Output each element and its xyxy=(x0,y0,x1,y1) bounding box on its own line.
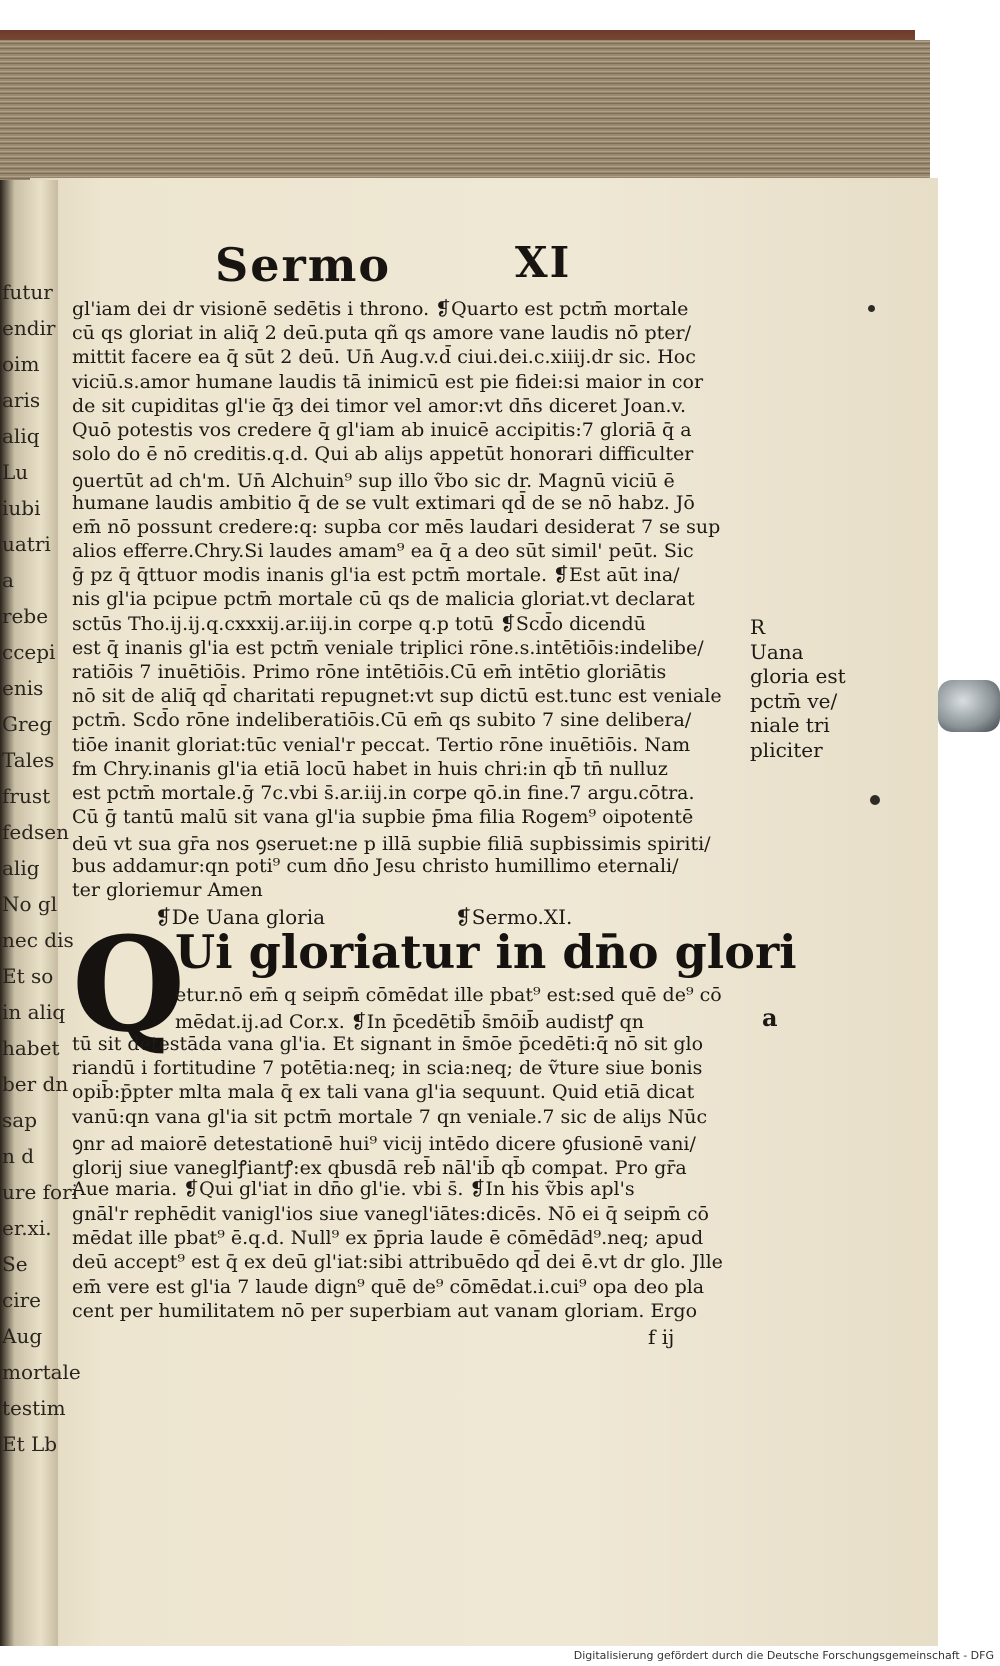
text-line: etur.nō em̄ q seipm̄ cōmēdat ille pbat⁹ est:sed quē de⁹ cō xyxy=(175,984,722,1006)
text-line: pctm̄. Scd̄o rōne indeliberatiōis.Cū em̄ qs subito 7 sine delibera/ xyxy=(72,709,692,732)
text-line: nis gl'ia pcipue pctm̄ mortale cū qs de malicia gloriat.vt declarat xyxy=(72,588,695,611)
paper-spot xyxy=(868,305,875,312)
left-page-fragment: ccepi xyxy=(2,640,56,664)
metal-clasp xyxy=(938,680,1000,732)
signature-mark: f ij xyxy=(648,1325,675,1349)
section-title-left: ❡De Uana gloria xyxy=(155,905,326,929)
text-line: de sit cupiditas gl'ie q̄ȝ dei timor vel amor:vt dn̄s diceret Joan.v. xyxy=(72,394,687,417)
left-page-fragment: Et so xyxy=(2,964,54,988)
text-line: gl'iam dei dr visionē sedētis i throno. ❡Quarto est pctm̄ mortale xyxy=(72,298,689,320)
margin-note-line: pliciter xyxy=(750,737,823,762)
left-page-fragment: Greg xyxy=(2,712,53,736)
text-line: fm Chry.inanis gl'ia etiā locū habet in huis chri:in qb̄ tn̄ nulluz xyxy=(72,757,668,780)
text-line: Quō potestis vos credere q̄ gl'iam ab inuicē accipitis:7 gloriā q̄ a xyxy=(72,419,692,441)
section-title-right: ❡Sermo.XI. xyxy=(455,905,573,929)
text-line: vanū:qn vana gl'ia sit pctm̄ mortale 7 qn veniale.7 sic de aliȷs Nūc xyxy=(72,1105,708,1128)
text-line: Aue maria. ❡Qui gl'iat in dn̄o gl'ie. vbi s̄. ❡In his ṽbis apl's xyxy=(72,1178,635,1201)
left-page-fragment: Tales xyxy=(2,748,55,772)
left-page-fragment: ber dn xyxy=(2,1072,69,1096)
margin-note-line: pctm̄ ve/ xyxy=(750,688,838,713)
left-page-fragment: Et Lb xyxy=(2,1432,58,1456)
left-page-fragment: No gl xyxy=(2,892,58,916)
left-page-fragment: in aliq xyxy=(2,1000,66,1024)
left-page-fragment: n d xyxy=(2,1144,35,1168)
margin-note-line: Uana xyxy=(750,639,804,664)
text-line: mēdat ille pbat⁹ ē.q.d. Null⁹ ex p̄pria laude ē cōmēdād⁹.neq; apud xyxy=(72,1227,704,1249)
text-line: ratiōis 7 inuētiōis. Primo rōne intētiōis.Cū em̄ intētio gloriātis xyxy=(72,661,667,683)
margin-letter: a xyxy=(762,1003,778,1032)
text-line: ter gloriemur Amen xyxy=(72,878,263,901)
left-page-fragment: aris xyxy=(2,388,41,412)
text-line: ḡ pz q̄ q̄ttuor modis inanis gl'ia est pctm̄ mortale. ❡Est aūt ina/ xyxy=(72,564,680,587)
left-page-fragment: alig xyxy=(2,856,40,880)
left-page-fragment: a xyxy=(2,568,14,592)
left-page-fragment: aliq xyxy=(2,424,40,448)
left-page-fragment: nec dis xyxy=(2,928,74,952)
margin-note-line: gloria est xyxy=(750,664,846,688)
left-page-fragment: habet xyxy=(2,1036,60,1060)
left-page-fragment: frust xyxy=(2,784,51,808)
text-line: glorij siue vaneglꝭiantꝭ:ex qbusdā reb̄ nāl'ib̄ qb̄ compat. Pro gr̄a xyxy=(72,1157,687,1180)
margin-note-line: niale tri xyxy=(750,713,830,737)
text-line: mēdat.ij.ad Cor.x. ❡In p̄cedētib̄ s̄mōib̄ audistꝭ qn xyxy=(175,1011,644,1034)
left-page-fragment: fedsen xyxy=(2,820,70,844)
left-page-fragment: uatri xyxy=(2,532,51,556)
decorated-initial: Q xyxy=(72,908,186,1061)
book-page-edges xyxy=(0,40,930,190)
left-page-fragment: Aug xyxy=(2,1324,43,1348)
text-line: em̄ nō possunt credere:q: supba cor mēs laudari desiderat 7 se sup xyxy=(72,515,721,538)
text-line: sctūs Tho.ij.ij.q.cxxxij.ar.iij.in corpe q.p totū ❡Scd̄o dicendū xyxy=(72,612,646,635)
text-line: riandū i fortitudine 7 potētia:neq; in scia:neq; de ṽture siue bonis xyxy=(72,1056,703,1079)
text-line: est q̄ inanis gl'ia est pctm̄ veniale triplici rōne.s.intētiōis:indelibe/ xyxy=(72,636,704,659)
left-page-fragment: oim xyxy=(2,352,40,376)
left-page-fragment: rebe xyxy=(2,604,49,628)
left-page-fragment: er.xi. xyxy=(2,1216,52,1240)
text-line: nō sit de aliq̄ qd̄ charitati repugnet:vt sup dictū est.tunc est veniale xyxy=(72,685,722,708)
text-line: deū vt sua gr̄a nos ꝯseruet:ne p illā supbie filiā supbissimis spiriti/ xyxy=(72,833,711,856)
dfg-credit: Digitalisierung gefördert durch die Deutsche Forschungsgemeinschaft - DFG xyxy=(0,1646,1000,1666)
sermon-opening-line: Ui gloriatur in dn̄o glori xyxy=(175,925,797,979)
running-head-number: XI xyxy=(515,238,572,287)
text-line: opib̄:p̄pter mlta mala q̄ ex tali vana gl'ia sequunt. Quid etiā dicat xyxy=(72,1081,695,1104)
left-page-fragment: sap xyxy=(2,1108,37,1132)
text-line: viciū.s.amor humane laudis tā inimicū est pie fidei:si maior in cor xyxy=(72,370,704,393)
margin-note-line: R xyxy=(750,615,766,639)
left-page-fragment: endir xyxy=(2,316,56,340)
left-page-fragment: mortale xyxy=(2,1360,81,1384)
left-page-fragment: Se xyxy=(2,1252,28,1276)
text-line: deū accept⁹ est q̄ ex deū gl'iat:sibi attribuēdo qd̄ dei ē.vt dr glo. Jlle xyxy=(72,1251,723,1274)
left-page-fragment: Lu xyxy=(2,460,29,484)
running-head-sermo: Sermo xyxy=(215,238,392,292)
text-line: cent per humilitatem nō per superbiam aut vanam gloriam. Ergo xyxy=(72,1299,698,1322)
text-line: gnāl'r rephēdit vanigl'ios siue vanegl'iātes:dicēs. Nō ei q̄ seipm̄ cō xyxy=(72,1202,709,1225)
text-line: humane laudis ambitio q̄ de se vult extimari qd̄ de se nō habz. Jō xyxy=(72,491,695,514)
left-page-fragment: enis xyxy=(2,676,44,700)
text-line: tū sit detestāda vana gl'ia. Et signant in s̄mōe p̄cedēti:q̄ nō sit glo xyxy=(72,1032,704,1055)
text-line: est pctm̄ mortale.ḡ 7c.vbi s̄.ar.iij.in corpe qō.in fine.7 argu.cōtra. xyxy=(72,782,695,804)
left-page-fragment: testim xyxy=(2,1396,66,1420)
left-page-fragment: cire xyxy=(2,1288,41,1312)
text-line: solo do ē nō creditis.q.d. Qui ab aliȷs appetūt honorari difficulter xyxy=(72,443,694,466)
text-line: ꝯnr ad maiorē detestationē hui⁹ vicij intēdo dicere ꝯfusionē vani/ xyxy=(72,1132,696,1155)
left-page-fragment: futur xyxy=(2,280,53,304)
left-page-fragment: ure fori xyxy=(2,1180,79,1204)
text-line: Cū ḡ tantū malū sit vana gl'ia supbie p̄ma filia Rogem⁹ oipotentē xyxy=(72,806,694,829)
left-page-edge xyxy=(0,180,81,1660)
text-line: bus addamur:qn poti⁹ cum dn̄o Jesu christo humillimo eternali/ xyxy=(72,854,679,877)
text-line: ꝯuertūt ad ch'm. Un̄ Alchuin⁹ sup illo ṽbo sic dr. Magnū viciū ē xyxy=(72,470,675,493)
text-line: cū qs gloriat in aliq̄ 2 deū.puta qñ qs amore vane laudis nō pter/ xyxy=(72,322,691,345)
paper-spot xyxy=(870,795,880,805)
left-page-fragment: iubi xyxy=(2,496,41,520)
text-line: em̄ vere est gl'ia 7 laude dign⁹ quē de⁹ cōmēdat.i.cui⁹ opa deo pla xyxy=(72,1275,705,1298)
text-line: tiōe inanit gloriat:tūc venial'r peccat. Tertio rōne inuētiōis. Nam xyxy=(72,733,691,756)
text-line: alios efferre.Chry.Si laudes amam⁹ ea q̄ a deo sūt simil' peūt. Sic xyxy=(72,540,694,562)
text-line: mittit facere ea q̄ sūt 2 deū. Un̄ Aug.v.d̄ ciui.dei.c.xiiij.dr sic. Hoc xyxy=(72,346,696,369)
